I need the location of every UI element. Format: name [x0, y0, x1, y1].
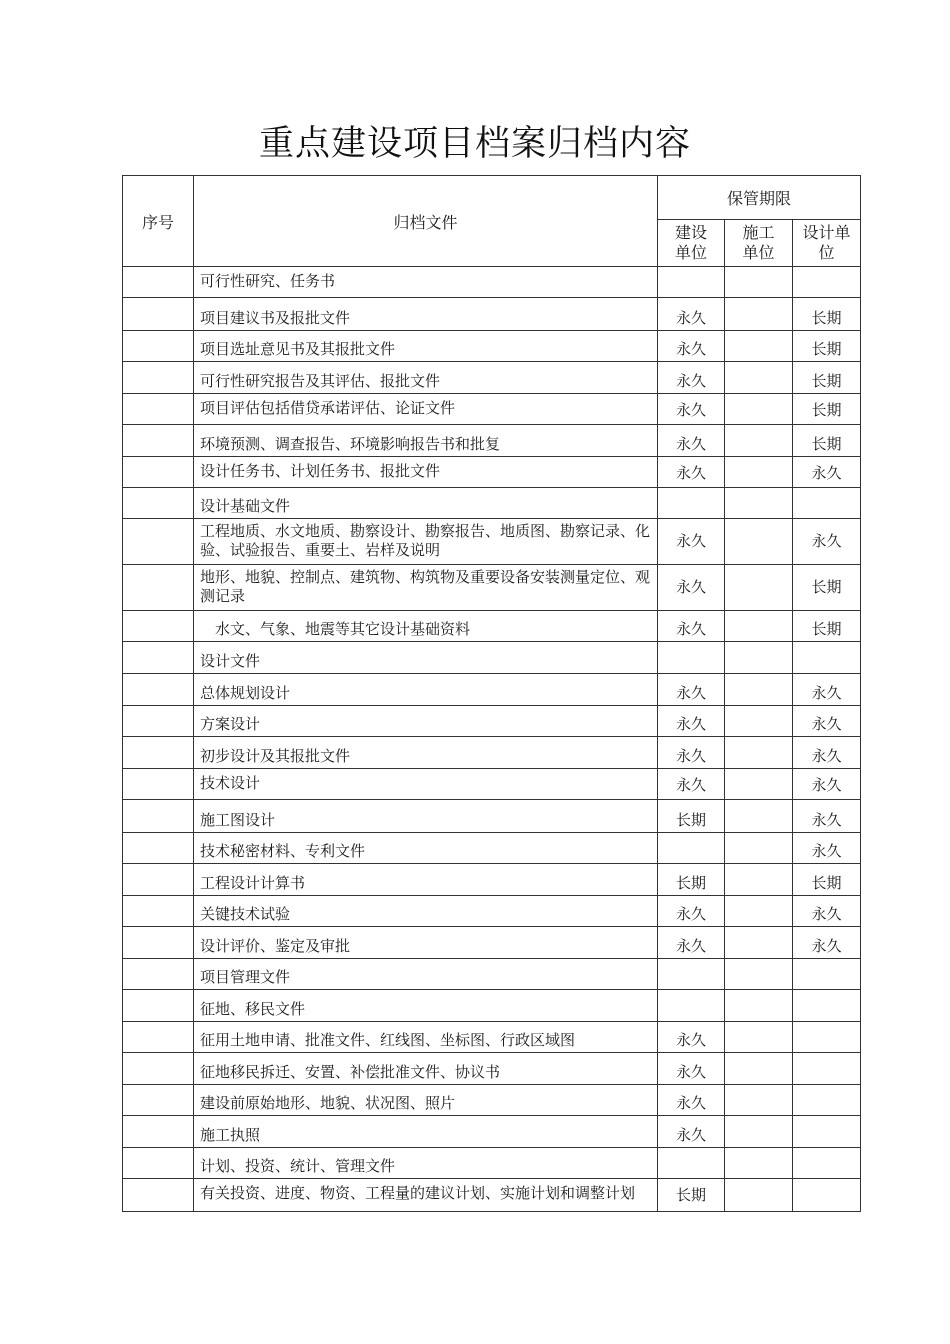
- file-cell: 征地、移民文件: [194, 990, 658, 1022]
- seq-cell: [123, 267, 194, 298]
- table-row: [123, 298, 861, 331]
- table-row: [123, 833, 861, 864]
- table-row: [123, 362, 861, 394]
- file-cell: 施工图设计: [194, 800, 658, 833]
- table-row: [123, 1053, 861, 1085]
- constructor-retention-cell: [725, 706, 793, 737]
- file-cell: 技术设计: [194, 769, 658, 800]
- constructor-retention-cell: [725, 737, 793, 769]
- seq-cell: [123, 737, 194, 769]
- file-cell: 可行性研究报告及其评估、报批文件: [194, 362, 658, 394]
- designer-retention-cell: 永久: [793, 800, 861, 833]
- seq-cell: [123, 642, 194, 674]
- file-cell: 工程地质、水文地质、勘察设计、勘察报告、地质图、勘察记录、化验、试验报告、重要土、岩样及说明: [194, 519, 658, 565]
- designer-retention-cell: [793, 1148, 861, 1179]
- seq-cell: [123, 769, 194, 800]
- designer-retention-cell: 永久: [793, 674, 861, 706]
- builder-retention-cell: 永久: [658, 394, 725, 425]
- designer-retention-cell: [793, 1179, 861, 1212]
- table-row: [123, 488, 861, 519]
- header-seq: 序号: [123, 176, 194, 267]
- seq-cell: [123, 362, 194, 394]
- seq-cell: [123, 1053, 194, 1085]
- designer-retention-cell: 永久: [793, 519, 861, 565]
- seq-cell: [123, 298, 194, 331]
- file-cell: 项目管理文件: [194, 959, 658, 990]
- builder-retention-cell: 永久: [658, 896, 725, 927]
- archive-table: [122, 175, 861, 1212]
- designer-retention-cell: 永久: [793, 706, 861, 737]
- table-row: [123, 927, 861, 959]
- file-cell: 征用土地申请、批准文件、红线图、坐标图、行政区域图: [194, 1022, 658, 1053]
- file-cell: 项目建议书及报批文件: [194, 298, 658, 331]
- seq-cell: [123, 488, 194, 519]
- designer-retention-cell: 长期: [793, 394, 861, 425]
- designer-retention-cell: 永久: [793, 737, 861, 769]
- builder-retention-cell: 永久: [658, 674, 725, 706]
- designer-retention-cell: 长期: [793, 331, 861, 362]
- builder-retention-cell: [658, 488, 725, 519]
- file-cell: 计划、投资、统计、管理文件: [194, 1148, 658, 1179]
- builder-retention-cell: 永久: [658, 298, 725, 331]
- designer-retention-cell: 永久: [793, 927, 861, 959]
- designer-retention-cell: [793, 1085, 861, 1116]
- constructor-retention-cell: [725, 394, 793, 425]
- header-retention: 保管期限: [658, 176, 861, 220]
- header-file: 归档文件: [194, 176, 658, 267]
- file-cell: 设计评价、鉴定及审批: [194, 927, 658, 959]
- designer-retention-cell: 永久: [793, 457, 861, 488]
- file-cell: 关键技术试验: [194, 896, 658, 927]
- builder-retention-cell: 永久: [658, 1022, 725, 1053]
- constructor-retention-cell: [725, 959, 793, 990]
- table-row: [123, 519, 861, 565]
- designer-retention-cell: [793, 267, 861, 298]
- constructor-retention-cell: [725, 864, 793, 896]
- seq-cell: [123, 457, 194, 488]
- designer-retention-cell: 长期: [793, 611, 861, 642]
- table-row: [123, 1148, 861, 1179]
- seq-cell: [123, 1022, 194, 1053]
- builder-retention-cell: 永久: [658, 519, 725, 565]
- designer-retention-cell: 长期: [793, 565, 861, 611]
- table-row: [123, 864, 861, 896]
- constructor-retention-cell: [725, 800, 793, 833]
- table-row: [123, 959, 861, 990]
- header-designer: [793, 220, 861, 267]
- builder-retention-cell: 永久: [658, 565, 725, 611]
- table-row: [123, 769, 861, 800]
- constructor-retention-cell: [725, 990, 793, 1022]
- header-constructor: [725, 220, 793, 267]
- table-row: [123, 1179, 861, 1212]
- table-row: [123, 1116, 861, 1148]
- file-cell: 设计基础文件: [194, 488, 658, 519]
- seq-cell: [123, 565, 194, 611]
- file-cell: 设计文件: [194, 642, 658, 674]
- file-cell: 水文、气象、地震等其它设计基础资料: [194, 611, 658, 642]
- builder-retention-cell: 永久: [658, 1116, 725, 1148]
- designer-retention-cell: [793, 1116, 861, 1148]
- constructor-retention-cell: [725, 267, 793, 298]
- builder-retention-cell: [658, 267, 725, 298]
- constructor-retention-cell: [725, 1085, 793, 1116]
- table-row: [123, 800, 861, 833]
- seq-cell: [123, 990, 194, 1022]
- builder-retention-cell: 永久: [658, 769, 725, 800]
- table-row: [123, 642, 861, 674]
- constructor-retention-cell: [725, 425, 793, 457]
- archive-table-body: [123, 176, 861, 1212]
- seq-cell: [123, 1116, 194, 1148]
- constructor-retention-cell: [725, 611, 793, 642]
- designer-retention-cell: 永久: [793, 769, 861, 800]
- table-row: [123, 1022, 861, 1053]
- builder-retention-cell: [658, 1148, 725, 1179]
- seq-cell: [123, 1179, 194, 1212]
- seq-cell: [123, 674, 194, 706]
- page-title: 重点建设项目档案归档内容: [258, 124, 691, 164]
- designer-retention-cell: [793, 1022, 861, 1053]
- table-row: [123, 674, 861, 706]
- file-cell: 总体规划设计: [194, 674, 658, 706]
- table-row: [123, 457, 861, 488]
- seq-cell: [123, 611, 194, 642]
- builder-retention-cell: [658, 833, 725, 864]
- constructor-retention-cell: [725, 488, 793, 519]
- table-row: [123, 331, 861, 362]
- seq-cell: [123, 896, 194, 927]
- table-row: [123, 394, 861, 425]
- constructor-retention-cell: [725, 331, 793, 362]
- table-row: [123, 565, 861, 611]
- designer-retention-cell: [793, 642, 861, 674]
- header-builder-label: 建设 单位: [674, 223, 707, 262]
- constructor-retention-cell: [725, 362, 793, 394]
- constructor-retention-cell: [725, 674, 793, 706]
- table-row: [123, 425, 861, 457]
- designer-retention-cell: [793, 959, 861, 990]
- builder-retention-cell: [658, 959, 725, 990]
- designer-retention-cell: 长期: [793, 362, 861, 394]
- header-designer-label: 设计单 位: [802, 223, 851, 262]
- file-cell: 方案设计: [194, 706, 658, 737]
- builder-retention-cell: 永久: [658, 927, 725, 959]
- seq-cell: [123, 864, 194, 896]
- seq-cell: [123, 833, 194, 864]
- designer-retention-cell: 永久: [793, 833, 861, 864]
- constructor-retention-cell: [725, 1022, 793, 1053]
- builder-retention-cell: 长期: [658, 800, 725, 833]
- builder-retention-cell: 永久: [658, 362, 725, 394]
- table-row: [123, 267, 861, 298]
- file-cell: 初步设计及其报批文件: [194, 737, 658, 769]
- constructor-retention-cell: [725, 769, 793, 800]
- constructor-retention-cell: [725, 1148, 793, 1179]
- designer-retention-cell: 永久: [793, 896, 861, 927]
- designer-retention-cell: 长期: [793, 864, 861, 896]
- header-constructor-label: 施工 单位: [742, 223, 775, 262]
- file-cell: 环境预测、调查报告、环境影响报告书和批复: [194, 425, 658, 457]
- seq-cell: [123, 706, 194, 737]
- designer-retention-cell: 长期: [793, 298, 861, 331]
- seq-cell: [123, 800, 194, 833]
- designer-retention-cell: [793, 1053, 861, 1085]
- seq-cell: [123, 425, 194, 457]
- builder-retention-cell: 永久: [658, 331, 725, 362]
- builder-retention-cell: 永久: [658, 1053, 725, 1085]
- constructor-retention-cell: [725, 833, 793, 864]
- builder-retention-cell: 永久: [658, 737, 725, 769]
- header-row: [123, 176, 861, 220]
- file-cell: 技术秘密材料、专利文件: [194, 833, 658, 864]
- constructor-retention-cell: [725, 565, 793, 611]
- seq-cell: [123, 394, 194, 425]
- constructor-retention-cell: [725, 1116, 793, 1148]
- file-cell: 建设前原始地形、地貌、状况图、照片: [194, 1085, 658, 1116]
- table-row: [123, 1085, 861, 1116]
- seq-cell: [123, 1085, 194, 1116]
- constructor-retention-cell: [725, 457, 793, 488]
- file-cell: 可行性研究、任务书: [194, 267, 658, 298]
- file-cell: 施工执照: [194, 1116, 658, 1148]
- constructor-retention-cell: [725, 927, 793, 959]
- designer-retention-cell: [793, 990, 861, 1022]
- table-row: [123, 737, 861, 769]
- file-cell: 有关投资、进度、物资、工程量的建议计划、实施计划和调整计划: [194, 1179, 658, 1212]
- constructor-retention-cell: [725, 298, 793, 331]
- constructor-retention-cell: [725, 519, 793, 565]
- constructor-retention-cell: [725, 1053, 793, 1085]
- constructor-retention-cell: [725, 1179, 793, 1212]
- builder-retention-cell: 永久: [658, 1085, 725, 1116]
- seq-cell: [123, 959, 194, 990]
- builder-retention-cell: 永久: [658, 706, 725, 737]
- builder-retention-cell: 长期: [658, 864, 725, 896]
- designer-retention-cell: 长期: [793, 425, 861, 457]
- builder-retention-cell: 永久: [658, 457, 725, 488]
- builder-retention-cell: [658, 642, 725, 674]
- table-row: [123, 706, 861, 737]
- builder-retention-cell: 永久: [658, 425, 725, 457]
- file-cell: 工程设计计算书: [194, 864, 658, 896]
- file-cell: 设计任务书、计划任务书、报批文件: [194, 457, 658, 488]
- table-row: [123, 896, 861, 927]
- table-row: [123, 611, 861, 642]
- seq-cell: [123, 927, 194, 959]
- seq-cell: [123, 331, 194, 362]
- seq-cell: [123, 519, 194, 565]
- file-cell: 项目评估包括借贷承诺评估、论证文件: [194, 394, 658, 425]
- seq-cell: [123, 1148, 194, 1179]
- builder-retention-cell: 长期: [658, 1179, 725, 1212]
- file-cell: 项目选址意见书及其报批文件: [194, 331, 658, 362]
- designer-retention-cell: [793, 488, 861, 519]
- table-row: [123, 990, 861, 1022]
- builder-retention-cell: [658, 990, 725, 1022]
- constructor-retention-cell: [725, 896, 793, 927]
- header-builder: [658, 220, 725, 267]
- constructor-retention-cell: [725, 642, 793, 674]
- file-cell: 征地移民拆迁、安置、补偿批准文件、协议书: [194, 1053, 658, 1085]
- file-cell: 地形、地貌、控制点、建筑物、构筑物及重要设备安装测量定位、观测记录: [194, 565, 658, 611]
- builder-retention-cell: 永久: [658, 611, 725, 642]
